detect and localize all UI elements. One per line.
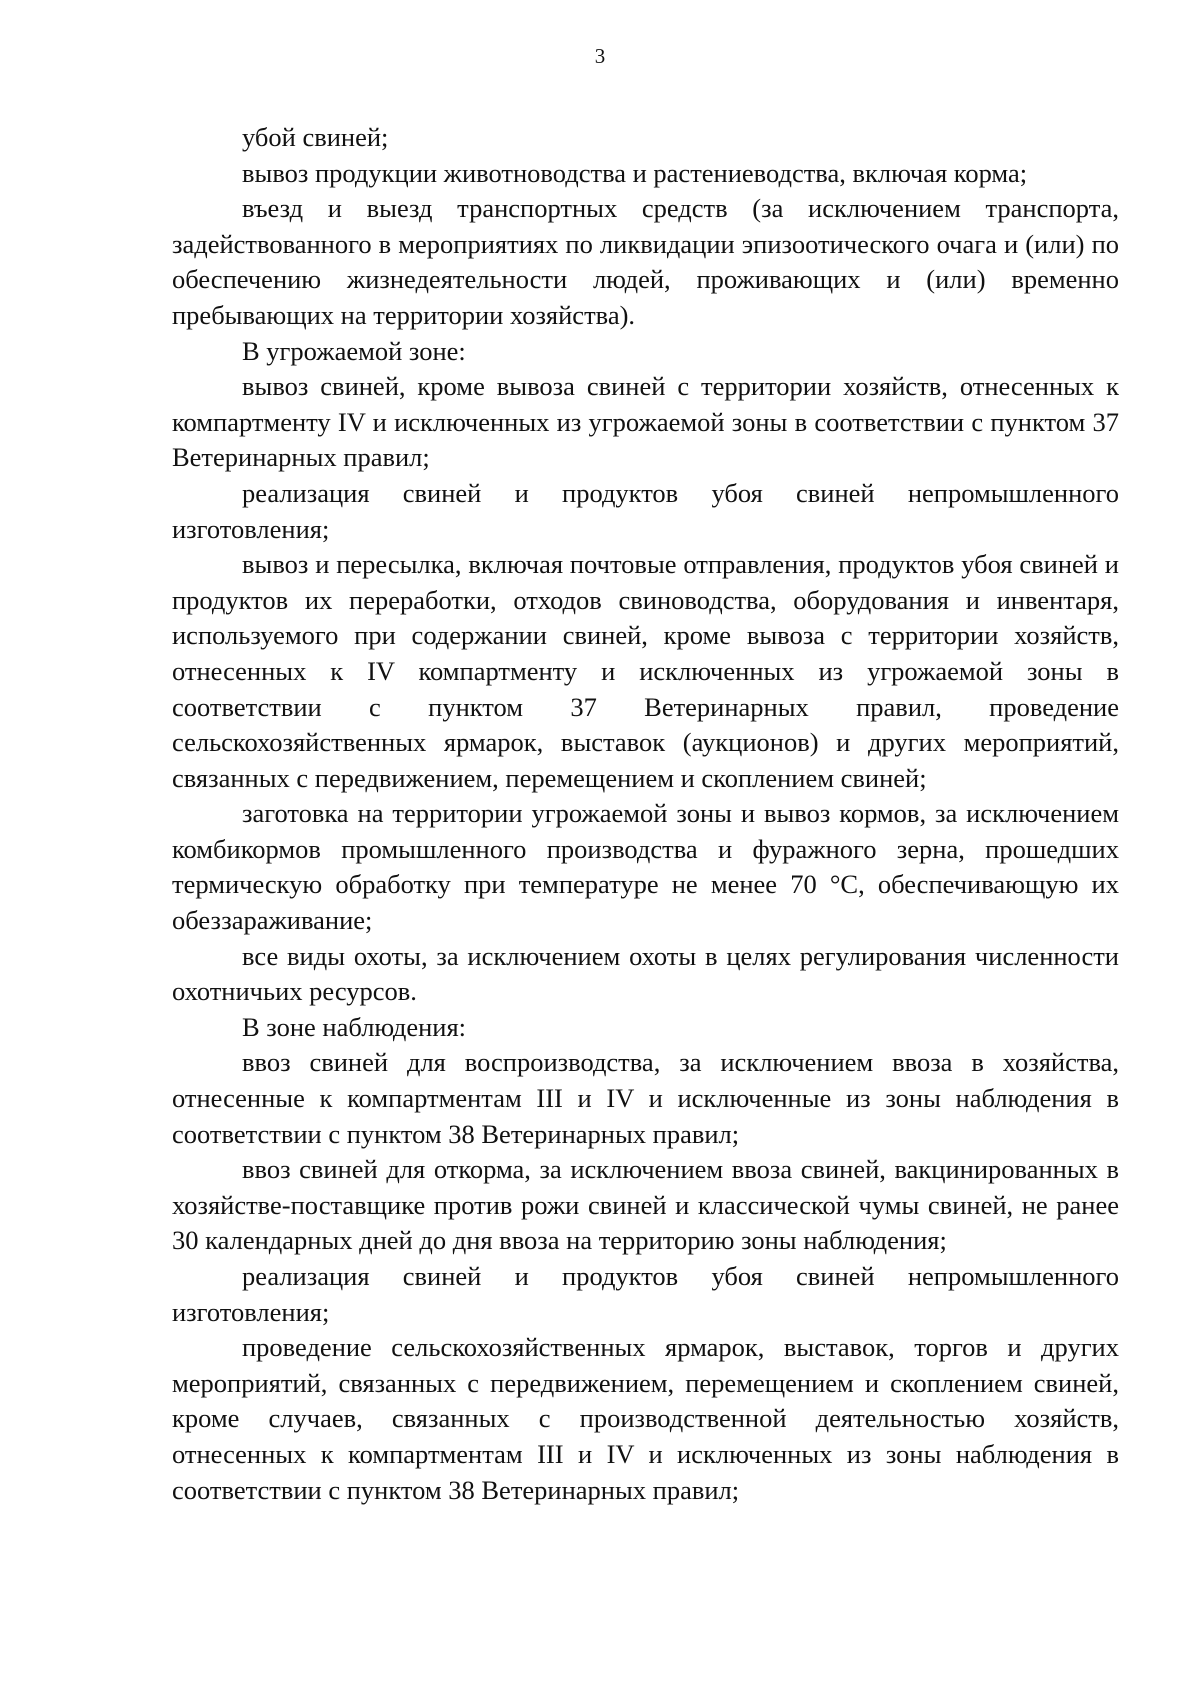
section-heading-threatened-zone: В угрожаемой зоне:: [242, 335, 466, 366]
paragraph: заготовка на территории угрожаемой зоны и вывоз кормов, за исключением комбикормов промышленного производства и фуражного зерна, прошедших термическую обработку при температуре не менее 70 °С, обеспечивающую их обеззараживание;: [172, 798, 1119, 936]
document-body: [172, 120, 1119, 1508]
paragraph: вывоз и пересылка, включая почтовые отправления, продуктов убоя свиней и продуктов их переработки, отходов свиноводства, оборудования и инвентаря, используемого при содержании свиней, кроме вывоза с территории хозяйств, отнесенных к IV компартменту и исключенных из угрожаемой зоны в соответствии с пунктом 37 Ветеринарных правил, проведение сельскохозяйственных ярмарок, выставок (аукционов) и других мероприятий, связанных с передвижением, перемещением и скоплением свиней;: [172, 549, 1119, 793]
paragraph: реализация свиней и продуктов убоя свиней непромышленного изготовления;: [172, 1261, 1119, 1327]
paragraph: вывоз свиней, кроме вывоза свиней с территории хозяйств, отнесенных к компартменту IV и исключенных из угрожаемой зоны в соответствии с пунктом 37 Ветеринарных правил;: [172, 371, 1119, 473]
paragraph: вывоз продукции животноводства и растениеводства, включая корма;: [242, 157, 1028, 188]
paragraph: проведение сельскохозяйственных ярмарок, выставок, торгов и других мероприятий, связанных с передвижением, перемещением и скоплением свиней, кроме случаев, связанных с производственной деятельностью хозяйств, отнесенных к компартментам III и IV и исключенных из зоны наблюдения в соответствии с пунктом 38 Ветеринарных правил;: [172, 1332, 1119, 1505]
paragraph: ввоз свиней для откорма, за исключением ввоза свиней, вакцинированных в хозяйстве-поставщике против рожи свиней и классической чумы свиней, не ранее 30 календарных дней до дня ввоза на территорию зоны наблюдения;: [172, 1154, 1119, 1256]
paragraph: въезд и выезд транспортных средств (за исключением транспорта, задействованного в мероприятиях по ликвидации эпизоотического очага и (или) по обеспечению жизнедеятельности людей, проживающих и (или) временно пребывающих на территории хозяйства).: [172, 193, 1119, 330]
paragraph: ввоз свиней для воспроизводства, за исключением ввоза в хозяйства, отнесенные к компартментам III и IV и исключенные из зоны наблюдения в соответствии с пунктом 38 Ветеринарных правил;: [172, 1047, 1119, 1149]
paragraph: реализация свиней и продуктов убоя свиней непромышленного изготовления;: [172, 477, 1119, 544]
section-heading-observation-zone: В зоне наблюдения:: [242, 1011, 467, 1042]
paragraph: убой свиней;: [242, 122, 389, 152]
page-number: 3: [594, 44, 606, 68]
paragraph: все виды охоты, за исключением охоты в целях регулирования численности охотничьих ресурсов.: [172, 940, 1119, 1007]
